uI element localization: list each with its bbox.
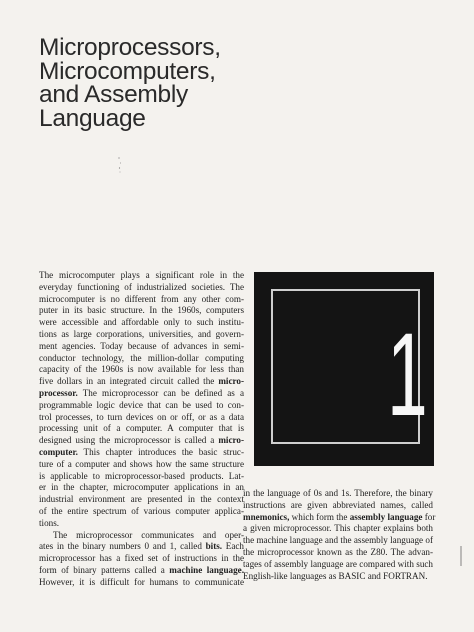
text-line xyxy=(39,412,244,424)
text-run: programmable logic device that can be used to con- xyxy=(39,399,244,410)
key-term: processor. xyxy=(39,387,78,398)
text-line xyxy=(39,294,244,306)
text-line xyxy=(243,523,433,535)
text-run: processing unit of a computer. A computer that is xyxy=(39,423,244,434)
text-line xyxy=(39,400,244,412)
text-line xyxy=(39,341,244,353)
paragraph-intro xyxy=(39,270,244,530)
body-text-left-column xyxy=(39,270,244,589)
text-run: form of binary patterns called a xyxy=(39,564,170,575)
text-run: tages of assembly language are compared with such xyxy=(243,558,433,569)
text-run: designed using the microprocessor is called a xyxy=(39,435,219,446)
key-term: machine language. xyxy=(169,564,244,575)
text-run: er in the chapter, microcomputer applications in an xyxy=(39,482,244,493)
text-line xyxy=(39,435,244,447)
text-line xyxy=(39,459,244,471)
text-run: everyday functioning of industrialized societies. The xyxy=(39,281,244,292)
text-run: The microprocessor can be defined as a xyxy=(77,387,244,398)
text-line xyxy=(39,447,244,459)
text-run: conductor technology, the million-dollar computing xyxy=(39,352,244,363)
text-line xyxy=(243,571,433,583)
text-run: tions. xyxy=(39,517,60,528)
chapter-title-line: Microprocessors, xyxy=(39,34,221,61)
paragraph-continuation xyxy=(243,488,436,582)
text-run: which form the xyxy=(289,511,350,522)
text-run: trol processes, to turn devices on or off, or as a data xyxy=(39,411,244,422)
text-line xyxy=(39,376,244,388)
text-line xyxy=(39,518,244,530)
paragraph-binary xyxy=(39,530,244,589)
text-line xyxy=(39,577,244,589)
text-line xyxy=(39,353,244,365)
text-line xyxy=(39,530,244,542)
text-run: a given microprocessor. This chapter explains both xyxy=(243,523,433,534)
text-run: the machine language and the assembly language of xyxy=(243,535,433,546)
text-run: were accessible and affordable only to such institu- xyxy=(39,317,244,328)
text-run: microcomputer is no different from any other com- xyxy=(39,293,244,304)
text-run: the microprocessor known as the Z80. The advan- xyxy=(243,546,433,557)
text-line xyxy=(39,317,244,329)
text-line xyxy=(39,471,244,483)
text-line xyxy=(243,547,433,559)
text-line xyxy=(39,305,244,317)
key-term: bits. xyxy=(205,541,223,552)
text-line xyxy=(243,535,433,547)
text-run: tions as large corporations, universities, and govern- xyxy=(39,328,244,339)
chapter-title-line: and Assembly xyxy=(39,81,188,108)
text-line xyxy=(39,388,244,400)
text-line xyxy=(39,364,244,376)
text-run: English-like languages as BASIC and FORTRAN. xyxy=(243,570,428,581)
text-run: This chapter introduces the basic struc- xyxy=(77,446,244,457)
text-run: instructions are given abbreviated names, called xyxy=(243,499,433,510)
key-term: assembly language xyxy=(349,511,423,522)
key-term: micro- xyxy=(218,435,244,446)
text-run: capacity of the 1960s is now available for less than xyxy=(39,364,244,375)
key-term: micro- xyxy=(218,376,244,387)
chapter-number-block xyxy=(254,272,434,466)
margin-mark xyxy=(458,545,464,567)
text-run: ture of a computer and shows how the same structure xyxy=(39,458,244,469)
text-line xyxy=(39,506,244,518)
text-line xyxy=(39,329,244,341)
text-line xyxy=(39,423,244,435)
text-run: is applicable to microprocessor-based products. Lat- xyxy=(39,470,244,481)
chapter-title-line: Microcomputers, xyxy=(39,57,216,85)
text-run: The microcomputer plays a significant role in the xyxy=(39,270,244,280)
text-line xyxy=(243,559,433,571)
key-term: computer. xyxy=(39,446,78,457)
text-line xyxy=(39,494,244,506)
text-run: ment agencies. Today because of advances in semi- xyxy=(39,340,244,351)
text-run: microprocessor has a fixed set of instructions in the xyxy=(39,553,244,564)
text-run: ates in the binary numbers 0 and 1, called xyxy=(39,541,206,552)
text-run: puter in its basic structure. In the 1960s, computers xyxy=(39,305,244,316)
text-line xyxy=(39,565,244,577)
text-line xyxy=(243,511,436,524)
text-line xyxy=(39,270,244,282)
body-text-right-column xyxy=(243,488,436,582)
text-run: of the entire spectrum of various computer applica- xyxy=(39,505,244,516)
chapter-title-line: Language xyxy=(39,104,146,132)
chapter-title xyxy=(39,36,221,130)
text-line xyxy=(39,282,244,294)
text-run: Each xyxy=(222,541,244,552)
text-run: in the language of 0s and 1s. Therefore, the binary xyxy=(243,488,433,498)
text-line xyxy=(39,553,244,565)
chapter-number: 1 xyxy=(387,309,428,441)
text-run: However, it is difficult for humans to communicate xyxy=(39,576,244,587)
text-run: for xyxy=(422,511,436,522)
text-line xyxy=(243,500,433,512)
key-term: mnemonics, xyxy=(243,511,290,522)
text-run: five dollars in an integrated circuit called the xyxy=(39,376,219,387)
text-line xyxy=(39,482,244,494)
print-specks xyxy=(117,156,123,174)
text-run: industrial environment are presented in the context xyxy=(39,494,244,505)
text-line xyxy=(243,488,433,500)
text-line xyxy=(39,541,244,553)
text-run: The microprocessor communicates and oper- xyxy=(53,529,244,540)
